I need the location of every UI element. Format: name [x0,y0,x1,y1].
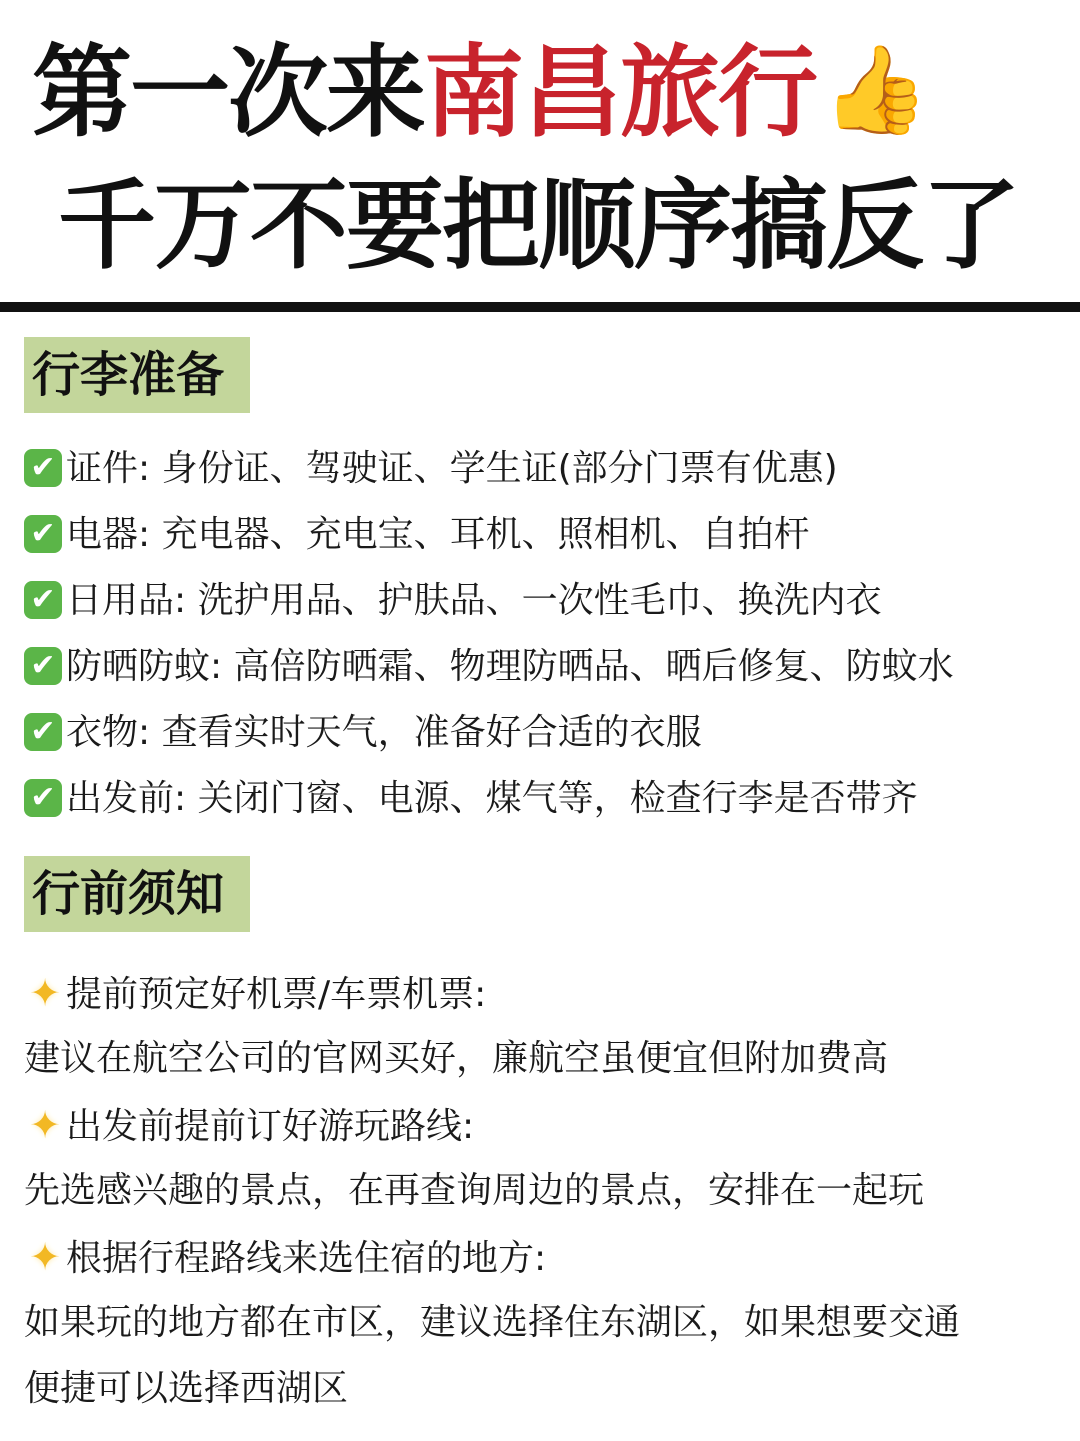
tip-heading [24,1224,1064,1290]
headline-line-1 [32,30,1080,153]
star-icon: ✦ [29,1235,61,1279]
check-mark-icon: ✔ [24,779,62,817]
checklist-item-text: 电器: 充电器、充电宝、耳机、照相机、自拍杆 [66,514,810,555]
checklist-item [24,568,1064,634]
section-title-pre-trip: 行前须知 [24,856,250,932]
checklist-item-text: 衣物: 查看实时天气，准备好合适的衣服 [66,712,702,753]
tip-heading [24,1092,1064,1158]
tip-heading-text: 出发前提前订好游玩路线: [66,1106,475,1147]
tip-body: 便捷可以选择西湖区 [24,1368,349,1409]
headline-line-2: 千万不要把顺序搞反了 [58,169,1019,283]
tip-heading-text: 根据行程路线来选住宿的地方: [66,1238,547,1279]
check-mark-icon: ✔ [24,449,62,487]
headline-black-text: 第一次来 [32,34,424,151]
pre-trip-tips [24,960,1064,1422]
star-icon: ✦ [29,1103,61,1147]
check-mark-icon: ✔ [24,713,62,751]
check-mark-icon: ✔ [24,515,62,553]
checklist-item [24,766,1064,832]
tip-body: 先选感兴趣的景点，在再查询周边的景点，安排在一起玩 [24,1170,925,1211]
luggage-checklist [24,436,1064,832]
checklist-item-text: 日用品: 洗护用品、护肤品、一次性毛巾、换洗内衣 [66,580,882,621]
thumbs-up-icon: 👍 [822,40,928,140]
section-title-luggage: 行李准备 [24,337,250,413]
star-icon: ✦ [29,971,61,1015]
tip-heading [24,960,1064,1026]
headline-red-text: 南昌旅行 [424,34,816,151]
checklist-item [24,502,1064,568]
checklist-item-text: 防晒防蚊: 高倍防晒霜、物理防晒品、晒后修复、防蚊水 [66,646,954,687]
check-mark-icon: ✔ [24,647,62,685]
tip-body: 如果玩的地方都在市区，建议选择住东湖区，如果想要交通 [24,1302,961,1343]
check-mark-icon: ✔ [24,581,62,619]
tip-body: 建议在航空公司的官网买好，廉航空虽便宜但附加费高 [24,1038,889,1079]
tip-heading-text: 提前预定好机票/车票机票: [66,974,487,1015]
checklist-item-text: 出发前: 关闭门窗、电源、煤气等，检查行李是否带齐 [66,778,918,819]
header-divider [0,302,1080,312]
checklist-item [24,634,1064,700]
checklist-item [24,436,1064,502]
checklist-item-text: 证件: 身份证、驾驶证、学生证(部分门票有优惠) [66,448,838,489]
checklist-item [24,700,1064,766]
